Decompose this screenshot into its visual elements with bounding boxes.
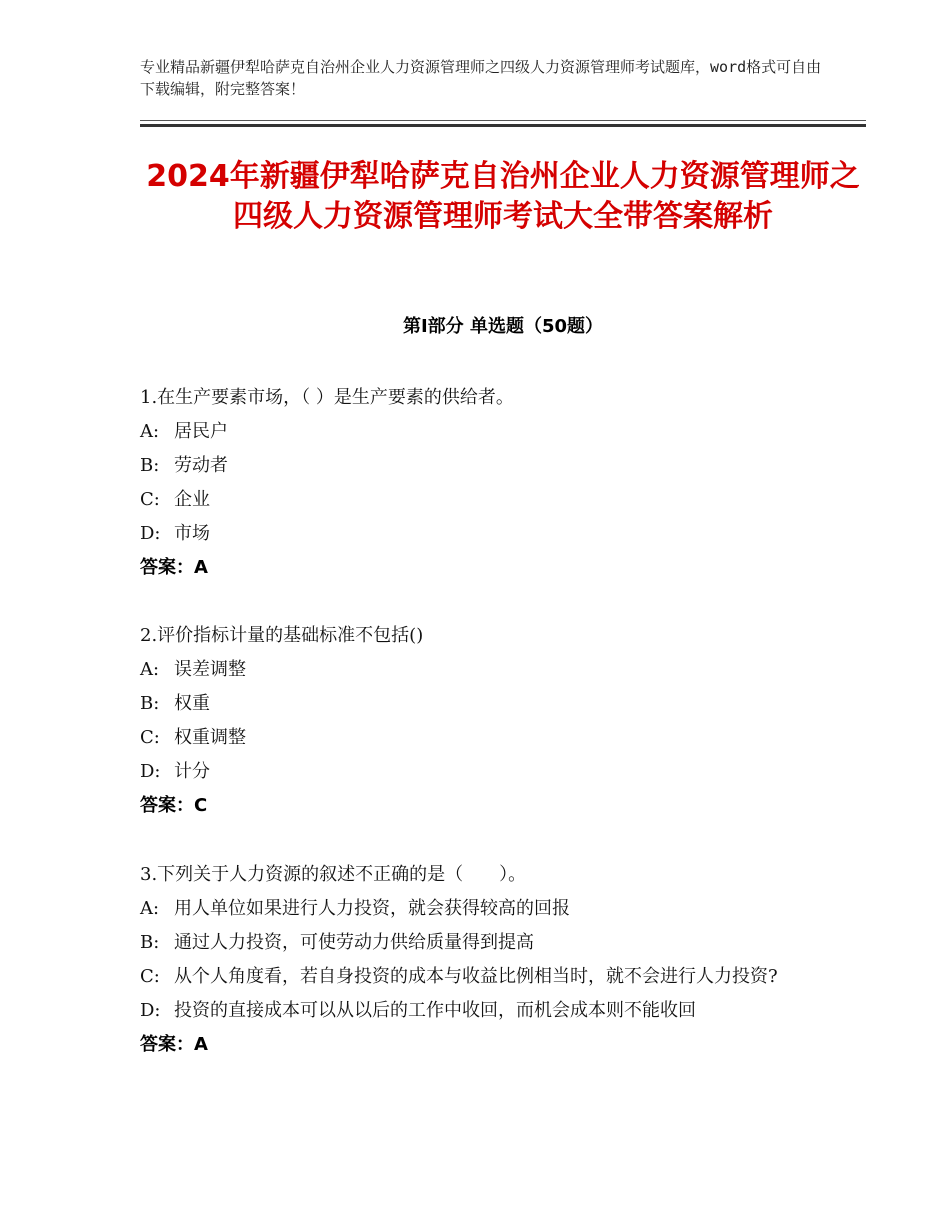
- answer: 答案：C: [140, 795, 208, 816]
- question-stem: 3.下列关于人力资源的叙述不正确的是（ ）。: [140, 864, 527, 885]
- option-text: 用人单位如果进行人力投资，就会获得较高的回报: [174, 898, 570, 919]
- option-text: 误差调整: [174, 659, 246, 680]
- option-text: 权重调整: [174, 727, 246, 748]
- option-key: B:: [140, 455, 160, 476]
- option-key: C:: [140, 966, 160, 987]
- document-title: 2024年新疆伊犁哈萨克自治州企业人力资源管理师之四级人力资源管理师考试大全带答案解析: [146, 159, 860, 234]
- header-note: 专业精品新疆伊犁哈萨克自治州企业人力资源管理师之四级人力资源管理师考试题库，word格式可自由下载编辑，附完整答案！: [140, 58, 822, 98]
- option-key: A:: [140, 898, 160, 919]
- option-d: [140, 994, 810, 1028]
- option-text: 企业: [174, 489, 210, 510]
- option-b: [140, 687, 810, 721]
- option-text: 计分: [174, 761, 210, 782]
- option-key: A:: [140, 659, 160, 680]
- option-b: [140, 449, 810, 483]
- question-stem: 2.评价指标计量的基础标准不包括(): [140, 625, 424, 646]
- option-key: D:: [140, 1000, 161, 1021]
- answer: 答案：A: [140, 1034, 208, 1055]
- question-3: [140, 858, 810, 1062]
- question-2: [140, 619, 810, 823]
- question-stem: 1.在生产要素市场，（ ）是生产要素的供给者。: [140, 387, 514, 408]
- option-key: B:: [140, 693, 160, 714]
- option-text: 投资的直接成本可以从以后的工作中收回，而机会成本则不能收回: [174, 1000, 696, 1021]
- option-key: B:: [140, 932, 160, 953]
- option-b: [140, 926, 810, 960]
- option-text: 通过人力投资，可使劳动力供给质量得到提高: [174, 932, 534, 953]
- option-d: [140, 755, 810, 789]
- answer: 答案：A: [140, 557, 208, 578]
- option-a: [140, 653, 810, 687]
- option-c: [140, 721, 810, 755]
- option-text: 从个人角度看，若自身投资的成本与收益比例相当时，就不会进行人力投资?: [174, 966, 778, 987]
- header-divider-thin: [140, 120, 866, 121]
- header-divider-thick: [140, 124, 866, 127]
- question-1: [140, 381, 810, 585]
- option-a: [140, 415, 810, 449]
- option-text: 居民户: [174, 421, 228, 442]
- option-text: 劳动者: [174, 455, 228, 476]
- option-a: [140, 892, 810, 926]
- option-key: D:: [140, 761, 161, 782]
- option-key: D:: [140, 523, 161, 544]
- option-c: [140, 960, 810, 994]
- option-key: A:: [140, 421, 160, 442]
- option-key: C:: [140, 727, 160, 748]
- option-text: 市场: [174, 523, 210, 544]
- section-heading: 第Ⅰ部分 单选题（50题）: [402, 316, 603, 337]
- option-key: C:: [140, 489, 160, 510]
- option-text: 权重: [174, 693, 210, 714]
- option-d: [140, 517, 810, 551]
- option-c: [140, 483, 810, 517]
